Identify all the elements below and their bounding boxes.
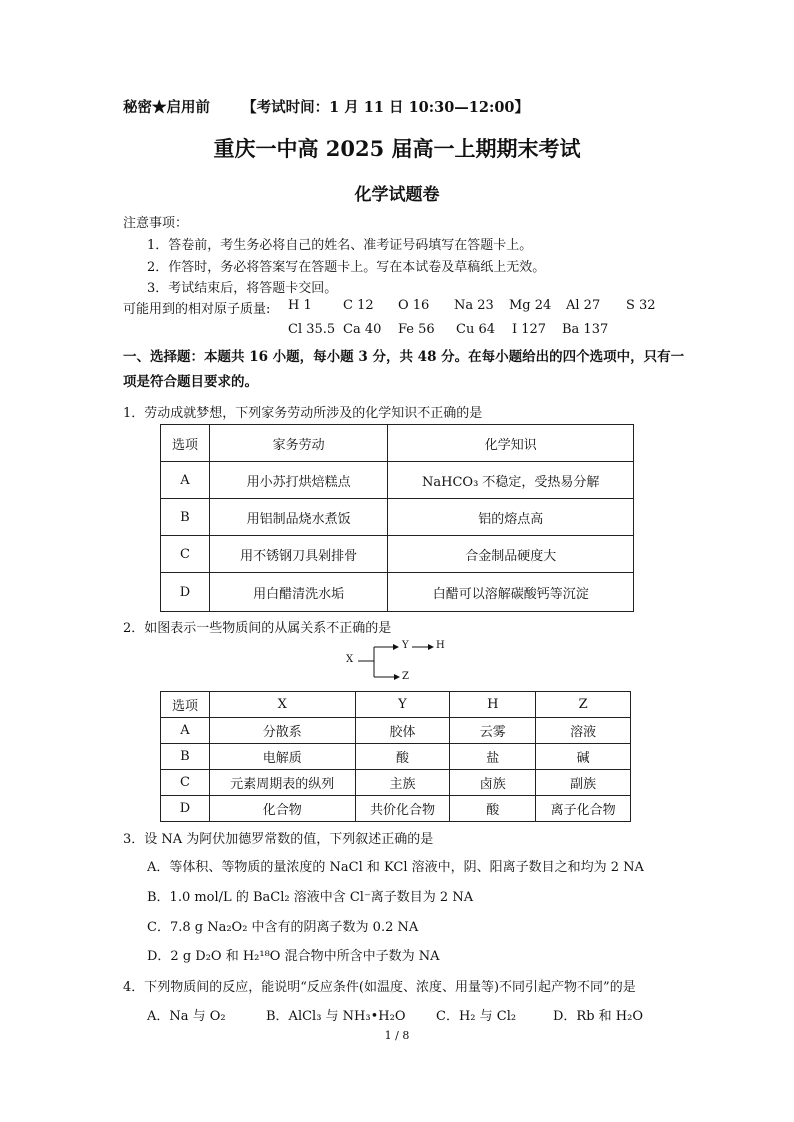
table-cell: 卤族 [450,770,536,796]
table-cell: 共价化合物 [355,796,450,822]
atomic-mass: Cu 64 [456,322,495,337]
table-cell: 酸 [450,796,536,822]
table-header-cell: 选项 [161,692,210,718]
table-cell: NaHCO₃ 不稳定，受热易分解 [388,462,634,499]
table-header-cell: 选项 [161,425,210,462]
table-cell: 元素周期表的纵列 [209,770,355,796]
diagram-label-y: Y [402,640,409,651]
table-header-cell: Y [355,692,450,718]
exam-header [123,96,529,117]
table-cell: 离子化合物 [536,796,631,822]
table-header-row [161,425,634,462]
atomic-mass: O 16 [398,298,430,313]
table-row [161,573,634,612]
table-row [161,770,631,796]
exam-time: 【考试时间：1 月 11 日 10:30—12:00】 [242,99,530,116]
notice-item: 1．答卷前，考生务必将自己的姓名、准考证号码填写在答题卡上。 [147,238,533,253]
table-cell: 电解质 [209,744,355,770]
atomic-mass: Ca 40 [343,322,382,337]
question-3-option: A．等体积、等物质的量浓度的 NaCl 和 KCl 溶液中，阴、阳离子数目之和均为 2 NA [147,860,644,875]
table-cell: 合金制品硬度大 [388,536,634,573]
question-2-table [160,691,631,822]
atomic-mass-label: 可能用到的相对原子质量: [123,302,271,317]
diagram-label-h: H [436,640,445,651]
notice-heading: 注意事项： [123,216,189,231]
question-1-stem: 1．劳动成就梦想，下列家务劳动所涉及的化学知识不正确的是 [123,406,483,421]
table-row [161,536,634,573]
page-number: 1 / 8 [384,1029,410,1042]
notice-item: 3．考试结束后，将答题卡交回。 [147,281,338,296]
table-cell: 酸 [355,744,450,770]
question-4-stem: 4．下列物质间的反应，能说明“反应条件(如温度、浓度、用量等)不同引起产物不同”的是 [123,980,636,995]
table-cell: C [161,536,210,573]
notice-item: 2．作答时，务必将答案写在答题卡上。写在本试卷及草稿纸上无效。 [147,260,546,275]
table-cell: 用铝制品烧水煮饭 [209,499,388,536]
atomic-mass: H 1 [288,298,312,313]
atomic-mass: Cl 35.5 [288,322,336,337]
table-cell: A [161,462,210,499]
atomic-mass: Mg 24 [509,298,552,313]
table-cell: 分散系 [209,718,355,744]
question-2-stem: 2．如图表示一些物质间的从属关系不正确的是 [123,621,392,636]
table-cell: B [161,744,210,770]
table-header-cell: X [209,692,355,718]
section-heading-cont: 项是符合题目要求的。 [123,374,258,390]
table-cell: 碱 [536,744,631,770]
table-cell: B [161,499,210,536]
atomic-mass: Fe 56 [398,322,435,337]
table-cell: 铝的熔点高 [388,499,634,536]
table-cell: 用白醋清洗水垢 [209,573,388,612]
section-heading: 一、选择题：本题共 16 小题，每小题 3 分，共 48 分。在每小题给出的四个选项中，只有一 [123,349,685,365]
question-3-stem: 3．设 NA 为阿伏加德罗常数的值，下列叙述正确的是 [123,832,434,847]
table-cell: 溶液 [536,718,631,744]
table-header-row [161,692,631,718]
table-cell: 胶体 [355,718,450,744]
atomic-mass: Al 27 [566,298,601,313]
table-cell: C [161,770,210,796]
table-cell: 副族 [536,770,631,796]
secret-label: 秘密★启用前 [123,99,210,116]
atomic-mass: Na 23 [454,298,494,313]
question-3-option: B．1.0 mol/L 的 BaCl₂ 溶液中含 Cl⁻离子数目为 2 NA [147,890,474,905]
diagram-label-z: Z [402,671,409,682]
page-subtitle: 化学试题卷 [354,185,440,205]
question-1-table [160,424,634,612]
table-header-cell: 化学知识 [388,425,634,462]
table-cell: 用不锈钢刀具剁排骨 [209,536,388,573]
diagram-label-x: X [346,654,354,665]
atomic-mass: S 32 [626,298,656,313]
question-4-option: A．Na 与 O₂ [147,1009,226,1024]
table-cell: 云雾 [450,718,536,744]
atomic-mass: Ba 137 [562,322,609,337]
table-cell: 用小苏打烘焙糕点 [209,462,388,499]
table-row [161,796,631,822]
question-3-option: C．7.8 g Na₂O₂ 中含有的阴离子数为 0.2 NA [147,920,419,935]
table-header-cell: H [450,692,536,718]
question-4-option: D．Rb 和 H₂O [553,1009,644,1024]
question-4-option: B．AlCl₃ 与 NH₃•H₂O [266,1009,406,1024]
question-4-option: C．H₂ 与 Cl₂ [436,1009,517,1024]
table-cell: 白醋可以溶解碳酸钙等沉淀 [388,573,634,612]
question-3-option: D．2 g D₂O 和 H₂¹⁸O 混合物中所含中子数为 NA [147,949,440,964]
table-row [161,718,631,744]
table-header-cell: 家务劳动 [209,425,388,462]
table-cell: D [161,796,210,822]
subordination-diagram [340,638,460,688]
table-cell: A [161,718,210,744]
table-row [161,499,634,536]
table-row [161,462,634,499]
atomic-mass: C 12 [343,298,374,313]
table-header-cell: Z [536,692,631,718]
atomic-mass: I 127 [512,322,547,337]
table-cell: 主族 [355,770,450,796]
table-cell: 化合物 [209,796,355,822]
page-title: 重庆一中高 2025 届高一上期期末考试 [213,136,581,161]
table-cell: D [161,573,210,612]
table-row [161,744,631,770]
table-cell: 盐 [450,744,536,770]
